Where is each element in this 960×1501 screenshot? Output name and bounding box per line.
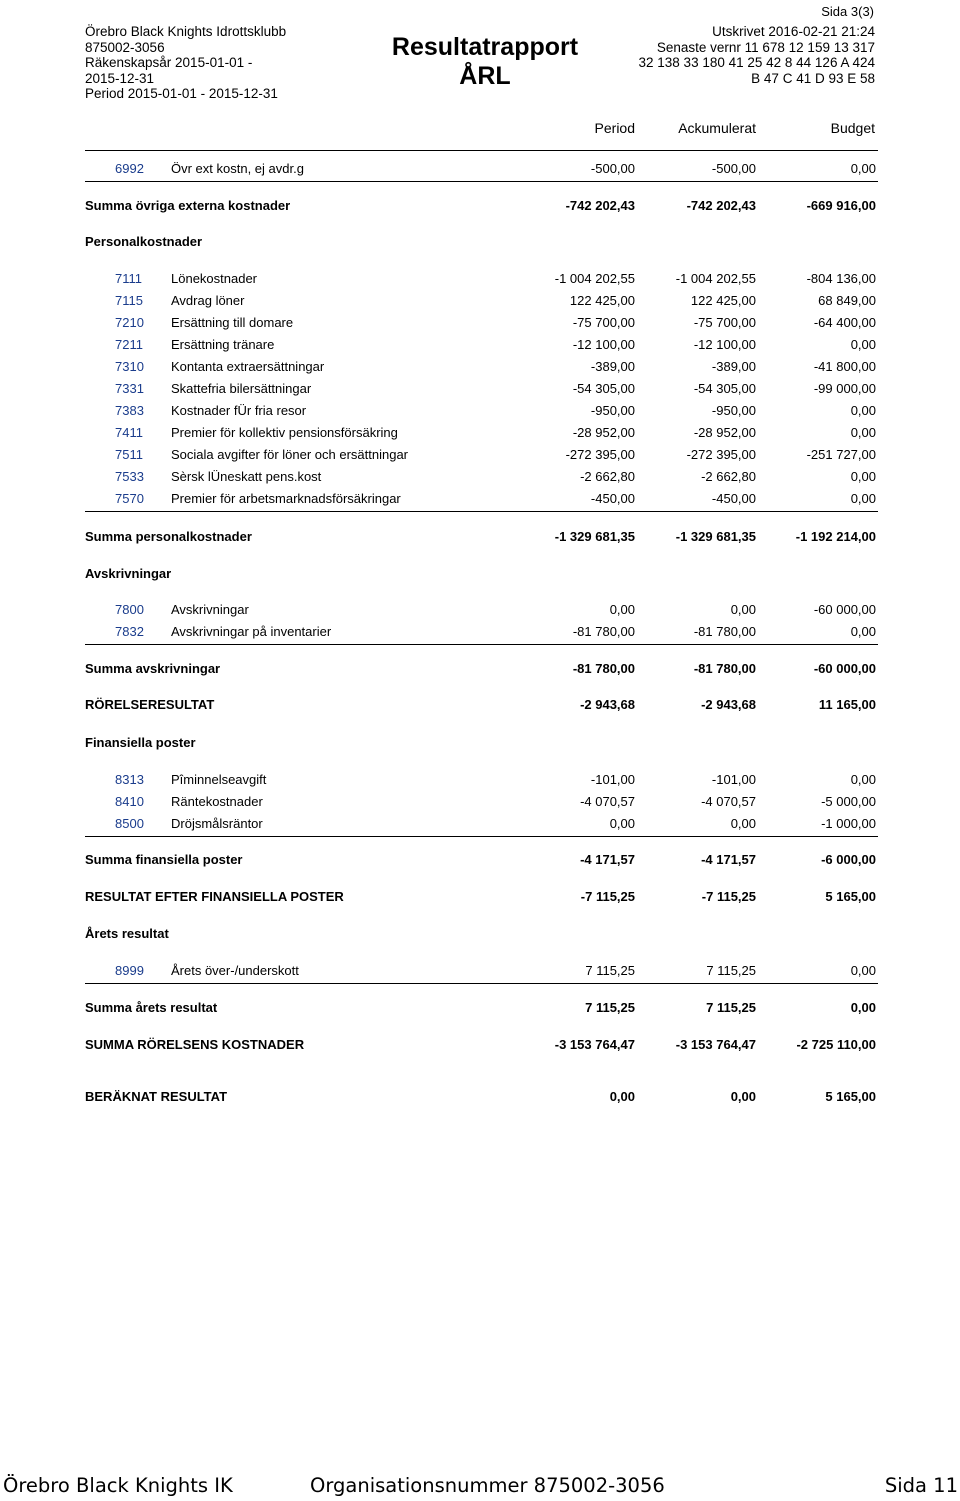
value-accumulated: -272 395,00: [686, 447, 756, 462]
account-row: [0, 293, 960, 313]
summary-row: [0, 1037, 960, 1057]
account-number: 7383: [115, 403, 144, 418]
account-name: Summa avskrivningar: [85, 661, 221, 676]
account-name: Ersättning tränare: [171, 337, 275, 352]
value-accumulated: -28 952,00: [693, 425, 756, 440]
value-budget: 0,00: [850, 403, 876, 418]
value-accumulated: -389,00: [711, 359, 756, 374]
account-number: 7211: [115, 337, 143, 352]
column-header-accumulated: Ackumulerat: [678, 120, 756, 136]
value-budget: -251 727,00: [806, 447, 876, 462]
column-header-budget: Budget: [830, 120, 875, 136]
printed-date: Utskrivet 2016-02-21 21:24: [712, 24, 875, 39]
summary-row: [0, 198, 960, 218]
value-period: -4 070,57: [580, 794, 635, 809]
account-row: [0, 469, 960, 489]
account-name: Lönekostnader: [171, 271, 258, 286]
value-accumulated: -500,00: [711, 161, 756, 176]
account-row: [0, 491, 960, 511]
header-left: [85, 24, 286, 102]
voucher-numbers-2: 32 138 33 180 41 25 42 8 44 126 A 424: [638, 55, 875, 70]
footer-organization-number: Organisationsnummer 875002-3056: [310, 1474, 665, 1497]
value-period: -81 780,00: [572, 624, 635, 639]
value-budget: 0,00: [850, 161, 876, 176]
account-row: [0, 381, 960, 401]
account-name: Kostnader fÜr fria resor: [171, 403, 307, 418]
section-heading: Avskrivningar: [85, 566, 172, 581]
account-name: Premier för kollektiv pensionsförsäkring: [171, 425, 398, 440]
value-period: -950,00: [590, 403, 635, 418]
section-heading: Personalkostnader: [85, 234, 203, 249]
value-period: -75 700,00: [572, 315, 635, 330]
value-period: 7 115,25: [585, 1000, 635, 1015]
account-number: 7111: [115, 271, 142, 286]
value-period: -28 952,00: [572, 425, 635, 440]
account-row: [0, 271, 960, 291]
account-number: 6992: [115, 161, 144, 176]
value-period: -54 305,00: [572, 381, 635, 396]
account-row: [0, 794, 960, 814]
column-header-period: Period: [594, 120, 635, 136]
account-number: 8500: [115, 816, 144, 831]
account-name: SUMMA RÖRELSENS KOSTNADER: [85, 1037, 305, 1052]
value-period: -272 395,00: [565, 447, 635, 462]
value-budget: -6 000,00: [821, 852, 876, 867]
value-budget: 0,00: [850, 772, 876, 787]
summary-row: [0, 661, 960, 681]
account-row: [0, 315, 960, 335]
value-period: -2 943,68: [580, 697, 635, 712]
summary-row: [0, 852, 960, 872]
account-name: Ersättning till domare: [171, 315, 294, 330]
account-row: [0, 816, 960, 836]
value-budget: -41 800,00: [813, 359, 876, 374]
summary-row: [0, 889, 960, 909]
value-accumulated: -81 780,00: [693, 624, 756, 639]
account-name: Avskrivningar: [171, 602, 249, 617]
value-accumulated: -2 943,68: [701, 697, 756, 712]
value-accumulated: 0,00: [730, 1089, 756, 1104]
account-name: Övr ext kostn, ej avdr.g: [171, 161, 304, 176]
value-period: -12 100,00: [572, 337, 635, 352]
section-heading: Finansiella poster: [85, 735, 196, 750]
value-accumulated: -4 070,57: [701, 794, 756, 809]
value-period: -7 115,25: [580, 889, 635, 904]
value-budget: -5 000,00: [821, 794, 876, 809]
value-accumulated: -1 329 681,35: [675, 529, 756, 544]
report-title: [385, 33, 585, 91]
value-accumulated: -75 700,00: [693, 315, 756, 330]
section-divider: [85, 836, 878, 837]
organization-name: Örebro Black Knights Idrottsklubb: [85, 24, 287, 39]
value-accumulated: 122 425,00: [690, 293, 756, 308]
value-budget: 0,00: [850, 963, 876, 978]
account-name: RÖRELSERESULTAT: [85, 697, 215, 712]
value-budget: -2 725 110,00: [796, 1037, 876, 1052]
header-right: [639, 24, 875, 86]
value-budget: -64 400,00: [813, 315, 876, 330]
section-divider: [85, 644, 878, 645]
header-divider: [85, 150, 878, 151]
summary-row: [0, 529, 960, 549]
value-budget: 0,00: [850, 1000, 876, 1015]
summary-row: [0, 1000, 960, 1020]
value-period: -1 004 202,55: [554, 271, 635, 286]
account-name: Sèrsk lÜneskatt pens.kost: [171, 469, 322, 484]
value-budget: 68 849,00: [818, 293, 876, 308]
value-period: -742 202,43: [565, 198, 635, 213]
account-number: 7411: [115, 425, 143, 440]
value-accumulated: 7 115,25: [706, 963, 756, 978]
value-period: 0,00: [609, 816, 635, 831]
summary-row: [0, 1089, 960, 1109]
value-accumulated: -3 153 764,47: [675, 1037, 756, 1052]
account-number: 7800: [115, 602, 144, 617]
footer-organization: Örebro Black Knights IK: [3, 1474, 233, 1497]
value-accumulated: -742 202,43: [686, 198, 756, 213]
value-accumulated: -950,00: [711, 403, 756, 418]
account-number: 7832: [115, 624, 144, 639]
value-accumulated: -450,00: [711, 491, 756, 506]
value-accumulated: -101,00: [711, 772, 756, 787]
summary-row: [0, 697, 960, 717]
value-accumulated: -54 305,00: [693, 381, 756, 396]
voucher-numbers-3: B 47 C 41 D 93 E 58: [751, 70, 875, 86]
value-period: -4 171,57: [580, 852, 635, 867]
value-budget: -99 000,00: [813, 381, 876, 396]
account-number: 7570: [115, 491, 144, 506]
value-accumulated: -12 100,00: [693, 337, 756, 352]
value-period: 0,00: [609, 1089, 635, 1104]
account-row: [0, 337, 960, 357]
value-budget: 5 165,00: [825, 1089, 876, 1104]
value-budget: -60 000,00: [813, 661, 876, 676]
fiscal-year-end: 2015-12-31: [85, 70, 155, 86]
account-name: Summa personalkostnader: [85, 529, 252, 544]
value-accumulated: -1 004 202,55: [675, 271, 756, 286]
value-period: -81 780,00: [572, 661, 635, 676]
value-budget: 11 165,00: [818, 697, 876, 712]
value-budget: -1 192 214,00: [795, 529, 876, 544]
value-budget: 0,00: [850, 624, 876, 639]
account-name: Summa årets resultat: [85, 1000, 218, 1015]
account-number: 7533: [115, 469, 144, 484]
account-name: Pîminnelseavgift: [171, 772, 267, 787]
account-row: [0, 602, 960, 622]
account-name: Sociala avgifter för löner och ersättningar: [171, 447, 409, 462]
value-accumulated: 7 115,25: [706, 1000, 756, 1015]
account-row: [0, 447, 960, 467]
account-name: Summa finansiella poster: [85, 852, 243, 867]
account-number: 7115: [115, 293, 143, 308]
value-accumulated: -2 662,80: [701, 469, 756, 484]
value-period: 0,00: [609, 602, 635, 617]
organization-number: 875002-3056: [85, 39, 165, 55]
value-period: -1 329 681,35: [554, 529, 635, 544]
account-number: 8313: [115, 772, 144, 787]
account-row: [0, 425, 960, 445]
fiscal-year: Räkenskapsår 2015-01-01 -: [85, 55, 253, 70]
account-number: 8999: [115, 963, 144, 978]
value-accumulated: -7 115,25: [701, 889, 756, 904]
value-budget: 0,00: [850, 491, 876, 506]
value-period: -450,00: [590, 491, 635, 506]
value-period: -3 153 764,47: [554, 1037, 635, 1052]
account-name: Avdrag löner: [171, 293, 245, 308]
account-name: BERÄKNAT RESULTAT: [85, 1089, 228, 1104]
value-period: 7 115,25: [585, 963, 635, 978]
page-number: Sida 3(3): [821, 4, 874, 19]
account-name: RESULTAT EFTER FINANSIELLA POSTER: [85, 889, 344, 904]
value-budget: 0,00: [850, 469, 876, 484]
value-budget: -1 000,00: [821, 816, 876, 831]
value-budget: 0,00: [850, 337, 876, 352]
section-divider: [85, 983, 878, 984]
account-name: Skattefria bilersättningar: [171, 381, 312, 396]
value-period: -2 662,80: [580, 469, 635, 484]
account-name: Kontanta extraersättningar: [171, 359, 325, 374]
value-period: -101,00: [590, 772, 635, 787]
account-number: 8410: [115, 794, 144, 809]
account-row: [0, 403, 960, 423]
account-row: [0, 772, 960, 792]
account-name: Dröjsmålsräntor: [171, 816, 263, 831]
account-name: Summa övriga externa kostnader: [85, 198, 291, 213]
value-accumulated: 0,00: [730, 602, 756, 617]
value-budget: -669 916,00: [806, 198, 876, 213]
section-divider: [85, 181, 878, 182]
account-row: [0, 359, 960, 379]
section-heading: Årets resultat: [85, 926, 169, 941]
account-row: [0, 624, 960, 644]
value-budget: 0,00: [850, 425, 876, 440]
value-budget: -804 136,00: [806, 271, 876, 286]
last-voucher-numbers: Senaste vernr 11 678 12 159 13 317: [656, 39, 875, 55]
report-title-line2: ÅRL: [459, 62, 511, 90]
account-name: Avskrivningar på inventarier: [171, 624, 332, 639]
account-name: Årets över-/underskott: [171, 963, 299, 978]
value-period: -389,00: [590, 359, 635, 374]
value-period: -500,00: [590, 161, 635, 176]
account-number: 7210: [115, 315, 144, 330]
account-name: Räntekostnader: [171, 794, 263, 809]
period: Period 2015-01-01 - 2015-12-31: [85, 86, 278, 101]
value-period: 122 425,00: [569, 293, 635, 308]
account-row: [0, 963, 960, 983]
account-number: 7310: [115, 359, 144, 374]
section-divider: [85, 511, 878, 512]
footer-page: Sida 11: [884, 1474, 958, 1497]
value-accumulated: 0,00: [730, 816, 756, 831]
account-row: [0, 161, 960, 181]
account-number: 7331: [115, 381, 144, 396]
value-accumulated: -81 780,00: [693, 661, 756, 676]
account-name: Premier för arbetsmarknadsförsäkringar: [171, 491, 401, 506]
account-number: 7511: [115, 447, 143, 462]
report-title-line1: Resultatrapport: [391, 33, 579, 61]
value-budget: 5 165,00: [825, 889, 876, 904]
value-budget: -60 000,00: [813, 602, 876, 617]
value-accumulated: -4 171,57: [701, 852, 756, 867]
